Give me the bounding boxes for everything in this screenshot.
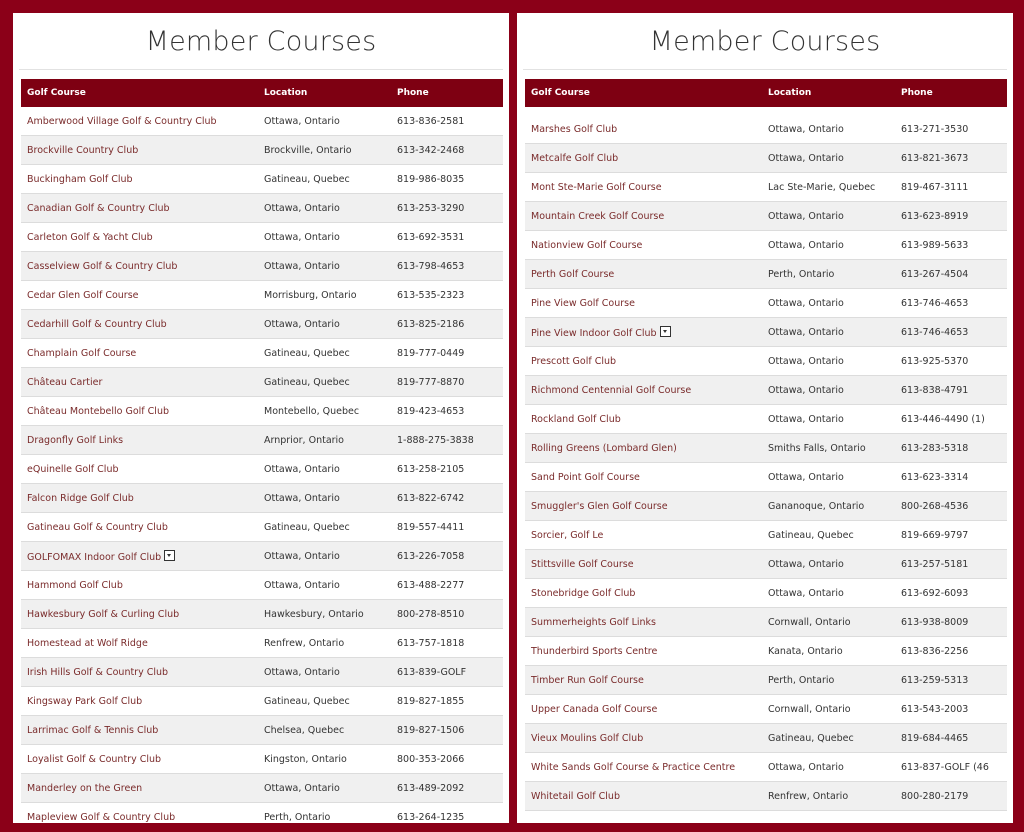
table-row xyxy=(525,173,1007,202)
course-link[interactable]: Manderley on the Green xyxy=(27,782,143,794)
course-link[interactable]: Nationview Golf Course xyxy=(531,239,643,251)
dropdown-toggle-icon[interactable] xyxy=(660,326,671,337)
course-link[interactable]: Irish Hills Golf & Country Club xyxy=(27,666,169,678)
phone-cell: 819-467-3111 xyxy=(901,181,969,193)
location-cell: Renfrew, Ontario xyxy=(768,790,849,802)
course-cell xyxy=(525,472,768,483)
course-cell xyxy=(21,145,264,156)
location-cell: Perth, Ontario xyxy=(264,811,331,823)
table-row xyxy=(21,571,503,600)
table-row xyxy=(525,115,1007,144)
course-link[interactable]: White Sands Golf Course & Practice Centre xyxy=(531,761,736,773)
location-cell: Gatineau, Quebec xyxy=(264,695,350,707)
table-row xyxy=(525,666,1007,695)
column-header-phone: Phone xyxy=(397,88,429,98)
course-link[interactable]: Prescott Golf Club xyxy=(531,355,617,367)
page-title: Member Courses xyxy=(19,13,503,70)
course-link[interactable]: Rolling Greens (Lombard Glen) xyxy=(531,442,677,454)
course-link[interactable]: Casselview Golf & Country Club xyxy=(27,260,178,272)
course-cell xyxy=(21,464,264,475)
location-cell: Ottawa, Ontario xyxy=(768,123,844,135)
column-header-course: Golf Course xyxy=(531,88,590,98)
phone-cell: 613-253-3290 xyxy=(397,202,465,214)
course-link[interactable]: eQuinelle Golf Club xyxy=(27,463,119,475)
table-row xyxy=(21,281,503,310)
course-cell xyxy=(21,754,264,765)
phone-cell: 613-757-1818 xyxy=(397,637,465,649)
table-body xyxy=(21,107,503,823)
table-row xyxy=(21,426,503,455)
location-cell: Ottawa, Ontario xyxy=(264,666,340,678)
phone-cell: 613-488-2277 xyxy=(397,579,465,591)
location-cell: Ottawa, Ontario xyxy=(768,384,844,396)
table-spacer xyxy=(525,107,1007,115)
course-link[interactable]: Carleton Golf & Yacht Club xyxy=(27,231,153,243)
phone-cell: 613-535-2323 xyxy=(397,289,465,301)
location-cell: Gatineau, Quebec xyxy=(264,347,350,359)
location-cell: Ottawa, Ontario xyxy=(768,413,844,425)
course-cell xyxy=(21,783,264,794)
course-link[interactable]: Hawkesbury Golf & Curling Club xyxy=(27,608,180,620)
course-cell xyxy=(525,356,768,367)
column-header-course: Golf Course xyxy=(27,88,86,98)
table-row xyxy=(21,716,503,745)
course-cell xyxy=(525,240,768,251)
course-cell xyxy=(525,704,768,715)
course-table xyxy=(525,79,1007,811)
location-cell: Perth, Ontario xyxy=(768,674,835,686)
location-cell: Ottawa, Ontario xyxy=(264,550,340,562)
course-link[interactable]: Upper Canada Golf Course xyxy=(531,703,658,715)
table-row xyxy=(21,484,503,513)
course-cell xyxy=(525,646,768,657)
phone-cell: 613-543-2003 xyxy=(901,703,969,715)
course-link[interactable]: Cedarhill Golf & Country Club xyxy=(27,318,167,330)
page-title: Member Courses xyxy=(523,13,1007,70)
course-cell xyxy=(21,725,264,736)
table-row xyxy=(525,492,1007,521)
location-cell: Kingston, Ontario xyxy=(264,753,347,765)
course-link[interactable]: Gatineau Golf & Country Club xyxy=(27,521,168,533)
phone-cell: 613-822-6742 xyxy=(397,492,465,504)
course-cell xyxy=(21,116,264,127)
column-header-location: Location xyxy=(264,88,308,98)
phone-cell: 800-278-8510 xyxy=(397,608,465,620)
course-cell xyxy=(525,269,768,280)
course-cell xyxy=(525,501,768,512)
course-cell xyxy=(21,261,264,272)
location-cell: Arnprior, Ontario xyxy=(264,434,344,446)
location-cell: Renfrew, Ontario xyxy=(264,637,345,649)
location-cell: Ottawa, Ontario xyxy=(768,471,844,483)
course-link[interactable]: Smuggler's Glen Golf Course xyxy=(531,500,668,512)
table-row xyxy=(525,695,1007,724)
table-row xyxy=(525,376,1007,405)
course-cell xyxy=(525,182,768,193)
table-row xyxy=(21,107,503,136)
course-link[interactable]: Summerheights Golf Links xyxy=(531,616,656,628)
course-link[interactable]: Richmond Centennial Golf Course xyxy=(531,384,692,396)
table-header xyxy=(525,79,1007,107)
table-row xyxy=(525,231,1007,260)
location-cell: Gatineau, Quebec xyxy=(768,529,854,541)
table-row xyxy=(525,318,1007,347)
phone-cell: 613-989-5633 xyxy=(901,239,969,251)
course-cell xyxy=(21,348,264,359)
table-header xyxy=(21,79,503,107)
phone-cell: 613-259-5313 xyxy=(901,674,969,686)
phone-cell: 613-267-4504 xyxy=(901,268,969,280)
phone-cell: 613-623-3314 xyxy=(901,471,969,483)
location-cell: Ottawa, Ontario xyxy=(264,463,340,475)
table-row xyxy=(21,774,503,803)
location-cell: Ottawa, Ontario xyxy=(768,239,844,251)
course-link[interactable]: Loyalist Golf & Country Club xyxy=(27,753,162,765)
course-cell xyxy=(21,319,264,330)
course-link[interactable]: Vieux Moulins Golf Club xyxy=(531,732,644,744)
location-cell: Ottawa, Ontario xyxy=(264,318,340,330)
course-cell xyxy=(525,791,768,802)
table-row xyxy=(21,803,503,823)
phone-cell: 819-777-8870 xyxy=(397,376,465,388)
phone-cell: 613-821-3673 xyxy=(901,152,969,164)
phone-cell: 613-446-4490 (1) xyxy=(901,413,985,425)
table-row xyxy=(525,347,1007,376)
course-cell xyxy=(21,522,264,533)
course-link[interactable]: Dragonfly Golf Links xyxy=(27,434,124,446)
table-row xyxy=(525,202,1007,231)
table-body xyxy=(525,115,1007,811)
location-cell: Kanata, Ontario xyxy=(768,645,843,657)
location-cell: Ottawa, Ontario xyxy=(264,202,340,214)
course-cell xyxy=(525,414,768,425)
location-cell: Brockville, Ontario xyxy=(264,144,352,156)
phone-cell: 819-669-9797 xyxy=(901,529,969,541)
course-link[interactable]: Brockville Country Club xyxy=(27,144,139,156)
location-cell: Montebello, Quebec xyxy=(264,405,360,417)
course-link[interactable]: Cedar Glen Golf Course xyxy=(27,289,139,301)
phone-cell: 800-280-2179 xyxy=(901,790,969,802)
course-cell xyxy=(21,174,264,185)
table-row xyxy=(525,521,1007,550)
course-cell xyxy=(21,667,264,678)
course-cell xyxy=(525,559,768,570)
phone-cell: 613-839-GOLF xyxy=(397,666,467,678)
location-cell: Gatineau, Quebec xyxy=(264,173,350,185)
course-link[interactable]: Mont Ste-Marie Golf Course xyxy=(531,181,662,193)
location-cell: Gatineau, Quebec xyxy=(768,732,854,744)
location-cell: Ottawa, Ontario xyxy=(264,231,340,243)
course-link[interactable]: Sorcier, Golf Le xyxy=(531,529,604,541)
table-row xyxy=(21,455,503,484)
course-link[interactable]: Pine View Golf Course xyxy=(531,297,635,309)
table-row xyxy=(525,289,1007,318)
course-link[interactable]: Perth Golf Course xyxy=(531,268,615,280)
table-row xyxy=(21,165,503,194)
location-cell: Gatineau, Quebec xyxy=(264,376,350,388)
course-link[interactable]: Château Cartier xyxy=(27,376,103,388)
course-link[interactable]: Canadian Golf & Country Club xyxy=(27,202,170,214)
course-cell xyxy=(21,406,264,417)
course-link[interactable]: Whitetail Golf Club xyxy=(531,790,620,802)
location-cell: Ottawa, Ontario xyxy=(264,579,340,591)
course-link[interactable]: Hammond Golf Club xyxy=(27,579,123,591)
table-row xyxy=(525,637,1007,666)
course-link[interactable]: Thunderbird Sports Centre xyxy=(531,645,658,657)
location-cell: Ottawa, Ontario xyxy=(264,492,340,504)
phone-cell: 819-684-4465 xyxy=(901,732,969,744)
phone-cell: 819-827-1855 xyxy=(397,695,465,707)
table-row xyxy=(21,339,503,368)
table-row xyxy=(525,550,1007,579)
course-link[interactable]: Marshes Golf Club xyxy=(531,123,618,135)
location-cell: Ottawa, Ontario xyxy=(264,115,340,127)
course-link[interactable]: Kingsway Park Golf Club xyxy=(27,695,143,707)
location-cell: Gatineau, Quebec xyxy=(264,521,350,533)
phone-cell: 819-827-1506 xyxy=(397,724,465,736)
course-link[interactable]: Mapleview Golf & Country Club xyxy=(27,811,176,823)
table-row xyxy=(525,434,1007,463)
course-link[interactable]: Amberwood Village Golf & Country Club xyxy=(27,115,217,127)
table-row xyxy=(21,629,503,658)
location-cell: Ottawa, Ontario xyxy=(264,260,340,272)
location-cell: Ottawa, Ontario xyxy=(768,152,844,164)
course-cell xyxy=(525,211,768,222)
location-cell: Cornwall, Ontario xyxy=(768,616,851,628)
phone-cell: 613-925-5370 xyxy=(901,355,969,367)
left-panel xyxy=(13,13,509,823)
location-cell: Lac Ste-Marie, Quebec xyxy=(768,181,876,193)
course-link[interactable]: Stittsville Golf Course xyxy=(531,558,634,570)
table-row xyxy=(525,608,1007,637)
column-header-location: Location xyxy=(768,88,812,98)
course-link[interactable]: Timber Run Golf Course xyxy=(531,674,644,686)
phone-cell: 613-258-2105 xyxy=(397,463,465,475)
location-cell: Cornwall, Ontario xyxy=(768,703,851,715)
course-cell xyxy=(21,232,264,243)
phone-cell: 613-692-6093 xyxy=(901,587,969,599)
course-cell xyxy=(525,588,768,599)
phone-cell: 613-798-4653 xyxy=(397,260,465,272)
table-row xyxy=(21,310,503,339)
course-cell xyxy=(525,124,768,135)
course-cell xyxy=(21,290,264,301)
right-panel xyxy=(517,13,1013,823)
table-row xyxy=(21,513,503,542)
course-link[interactable]: Champlain Golf Course xyxy=(27,347,137,359)
location-cell: Chelsea, Quebec xyxy=(264,724,345,736)
location-cell: Ottawa, Ontario xyxy=(768,761,844,773)
phone-cell: 800-353-2066 xyxy=(397,753,465,765)
table-row xyxy=(525,782,1007,811)
phone-cell: 613-836-2581 xyxy=(397,115,465,127)
phone-cell: 819-423-4653 xyxy=(397,405,465,417)
location-cell: Gananoque, Ontario xyxy=(768,500,865,512)
course-cell xyxy=(21,696,264,707)
course-cell xyxy=(21,812,264,823)
location-cell: Smiths Falls, Ontario xyxy=(768,442,866,454)
course-cell xyxy=(21,203,264,214)
course-link[interactable]: GOLFOMAX Indoor Golf Club xyxy=(27,551,162,563)
dropdown-toggle-icon[interactable] xyxy=(164,550,175,561)
phone-cell: 613-692-3531 xyxy=(397,231,465,243)
table-row xyxy=(21,658,503,687)
course-link[interactable]: Larrimac Golf & Tennis Club xyxy=(27,724,159,736)
course-cell xyxy=(525,298,768,309)
course-cell xyxy=(21,609,264,620)
location-cell: Ottawa, Ontario xyxy=(768,210,844,222)
location-cell: Ottawa, Ontario xyxy=(768,558,844,570)
course-cell xyxy=(525,762,768,773)
phone-cell: 613-746-4653 xyxy=(901,297,969,309)
course-cell xyxy=(21,638,264,649)
phone-cell: 819-777-0449 xyxy=(397,347,465,359)
phone-cell: 1-888-275-3838 xyxy=(397,434,474,446)
table-row xyxy=(21,397,503,426)
table-row xyxy=(525,144,1007,173)
phone-cell: 613-837-GOLF (46 xyxy=(901,761,989,773)
course-link[interactable]: Metcalfe Golf Club xyxy=(531,152,619,164)
location-cell: Ottawa, Ontario xyxy=(768,326,844,338)
table-row xyxy=(21,745,503,774)
phone-cell: 613-746-4653 xyxy=(901,326,969,338)
table-row xyxy=(21,252,503,281)
phone-cell: 613-489-2092 xyxy=(397,782,465,794)
location-cell: Ottawa, Ontario xyxy=(264,782,340,794)
table-row xyxy=(525,463,1007,492)
phone-cell: 613-623-8919 xyxy=(901,210,969,222)
course-cell xyxy=(525,617,768,628)
course-link[interactable]: Homestead at Wolf Ridge xyxy=(27,637,148,649)
course-cell xyxy=(525,385,768,396)
phone-cell: 613-825-2186 xyxy=(397,318,465,330)
course-cell xyxy=(525,326,768,339)
course-link[interactable]: Pine View Indoor Golf Club xyxy=(531,327,657,339)
course-cell xyxy=(525,733,768,744)
course-link[interactable]: Falcon Ridge Golf Club xyxy=(27,492,134,504)
phone-cell: 613-342-2468 xyxy=(397,144,465,156)
table-row xyxy=(525,579,1007,608)
table-row xyxy=(21,194,503,223)
phone-cell: 613-283-5318 xyxy=(901,442,969,454)
course-cell xyxy=(525,675,768,686)
table-row xyxy=(21,368,503,397)
course-cell xyxy=(21,580,264,591)
phone-cell: 819-986-8035 xyxy=(397,173,465,185)
phone-cell: 613-838-4791 xyxy=(901,384,969,396)
phone-cell: 613-257-5181 xyxy=(901,558,969,570)
course-cell xyxy=(525,443,768,454)
table-row xyxy=(21,687,503,716)
phone-cell: 819-557-4411 xyxy=(397,521,465,533)
table-row xyxy=(21,136,503,165)
course-cell xyxy=(21,435,264,446)
location-cell: Ottawa, Ontario xyxy=(768,587,844,599)
table-row xyxy=(21,542,503,571)
location-cell: Perth, Ontario xyxy=(768,268,835,280)
phone-cell: 613-271-3530 xyxy=(901,123,969,135)
table-row xyxy=(525,724,1007,753)
table-row xyxy=(21,600,503,629)
course-cell xyxy=(21,377,264,388)
course-link[interactable]: Stonebridge Golf Club xyxy=(531,587,636,599)
course-link[interactable]: Buckingham Golf Club xyxy=(27,173,133,185)
location-cell: Ottawa, Ontario xyxy=(768,355,844,367)
phone-cell: 800-268-4536 xyxy=(901,500,969,512)
table-row xyxy=(525,753,1007,782)
phone-cell: 613-226-7058 xyxy=(397,550,465,562)
course-table xyxy=(21,79,503,823)
table-row xyxy=(525,260,1007,289)
table-row xyxy=(21,223,503,252)
course-cell xyxy=(21,493,264,504)
course-link[interactable]: Sand Point Golf Course xyxy=(531,471,640,483)
course-link[interactable]: Mountain Creek Golf Course xyxy=(531,210,665,222)
table-row xyxy=(525,405,1007,434)
course-cell xyxy=(525,153,768,164)
course-link[interactable]: Rockland Golf Club xyxy=(531,413,621,425)
location-cell: Ottawa, Ontario xyxy=(768,297,844,309)
column-header-phone: Phone xyxy=(901,88,933,98)
course-cell xyxy=(21,550,264,563)
course-cell xyxy=(525,530,768,541)
phone-cell: 613-836-2256 xyxy=(901,645,969,657)
course-link[interactable]: Château Montebello Golf Club xyxy=(27,405,169,417)
phone-cell: 613-938-8009 xyxy=(901,616,969,628)
phone-cell: 613-264-1235 xyxy=(397,811,465,823)
location-cell: Hawkesbury, Ontario xyxy=(264,608,364,620)
location-cell: Morrisburg, Ontario xyxy=(264,289,357,301)
